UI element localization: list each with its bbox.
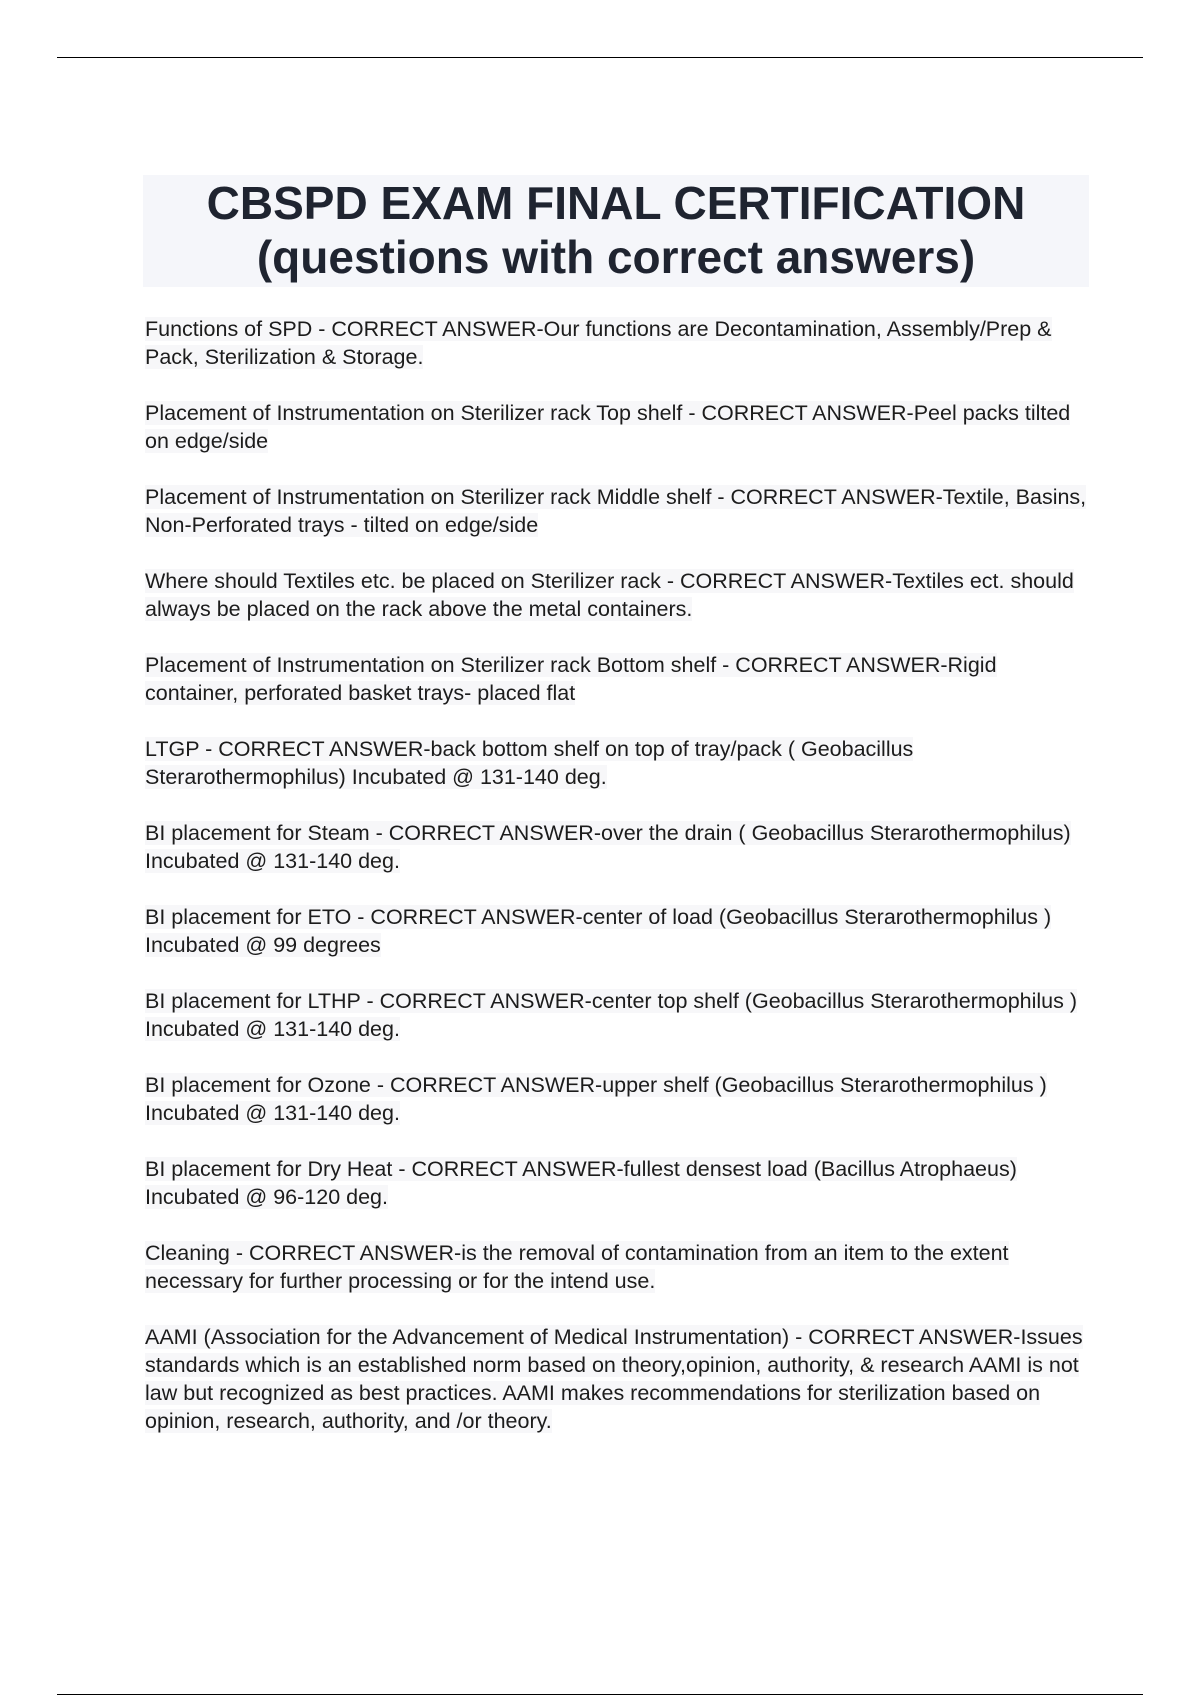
qa-entry <box>145 735 1095 791</box>
qa-entry <box>145 399 1095 455</box>
qa-entry <box>145 987 1095 1043</box>
qa-entry <box>145 1323 1095 1435</box>
top-divider <box>57 57 1143 58</box>
qa-entry-text: Placement of Instrumentation on Sterilizer rack Middle shelf - CORRECT ANSWER-Textile, Basins, Non-Perforated trays - tilted on edge/side <box>145 485 1087 537</box>
qa-entry <box>145 567 1095 623</box>
qa-entry-text: Where should Textiles etc. be placed on Sterilizer rack - CORRECT ANSWER-Textiles ect. should always be placed on the rack above the metal containers. <box>145 569 1074 621</box>
title-line-1: CBSPD EXAM FINAL CERTIFICATION <box>206 177 1026 229</box>
qa-entry <box>145 1155 1095 1211</box>
qa-entry-text: Placement of Instrumentation on Sterilizer rack Bottom shelf - CORRECT ANSWER-Rigid container, perforated basket trays- placed flat <box>145 653 997 705</box>
title-block <box>143 175 1089 287</box>
qa-entry <box>145 483 1095 539</box>
qa-list <box>145 315 1095 1435</box>
qa-entry-text: BI placement for Dry Heat - CORRECT ANSWER-fullest densest load (Bacillus Atrophaeus) Incubated @ 96-120 deg. <box>145 1157 1017 1209</box>
qa-entry <box>145 1071 1095 1127</box>
qa-entry-text: BI placement for Steam - CORRECT ANSWER-over the drain ( Geobacillus Sterarothermophilus) Incubated @ 131-140 deg. <box>145 821 1071 873</box>
qa-entry-text: Placement of Instrumentation on Sterilizer rack Top shelf - CORRECT ANSWER-Peel packs tilted on edge/side <box>145 401 1071 453</box>
title-line-2: (questions with correct answers) <box>256 231 976 283</box>
qa-entry-text: LTGP - CORRECT ANSWER-back bottom shelf on top of tray/pack ( Geobacillus Sterarothermophilus) Incubated @ 131-140 deg. <box>145 737 914 789</box>
qa-entry-text: BI placement for ETO - CORRECT ANSWER-center of load (Geobacillus Sterarothermophilus ) Incubated @ 99 degrees <box>145 905 1052 957</box>
qa-entry-text: Functions of SPD - CORRECT ANSWER-Our functions are Decontamination, Assembly/Prep & Pack, Sterilization & Storage. <box>145 317 1052 369</box>
qa-entry <box>145 315 1095 371</box>
qa-entry-text: Cleaning - CORRECT ANSWER-is the removal of contamination from an item to the extent necessary for further processing or for the intend use. <box>145 1241 1009 1293</box>
qa-entry-text: BI placement for LTHP - CORRECT ANSWER-center top shelf (Geobacillus Sterarothermophilus ) Incubated @ 131-140 deg. <box>145 989 1078 1041</box>
qa-entry-text: AAMI (Association for the Advancement of Medical Instrumentation) - CORRECT ANSWER-Issues standards which is an established norm based on theory,opinion, authority, & research AAMI is not law but recognized as best practices. AAMI makes recommendations for sterilization based on opinion, research, authority, and /or theory. <box>145 1325 1083 1433</box>
bottom-divider <box>57 1694 1143 1695</box>
qa-entry <box>145 651 1095 707</box>
qa-entry <box>145 819 1095 875</box>
qa-entry <box>145 903 1095 959</box>
page-title <box>151 175 1081 287</box>
document-body <box>145 175 1095 1463</box>
qa-entry <box>145 1239 1095 1295</box>
qa-entry-text: BI placement for Ozone - CORRECT ANSWER-upper shelf (Geobacillus Sterarothermophilus ) Incubated @ 131-140 deg. <box>145 1073 1047 1125</box>
